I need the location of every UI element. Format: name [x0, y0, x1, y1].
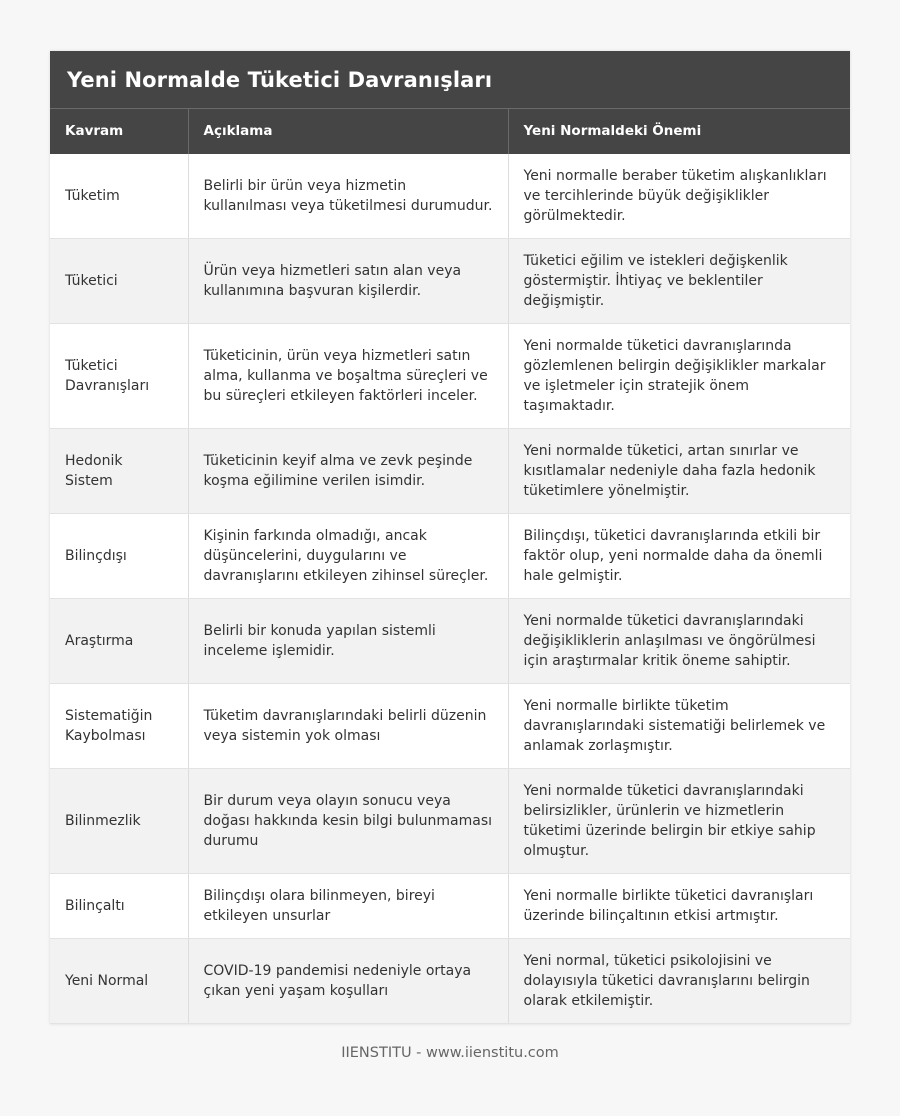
- table-row: [50, 239, 850, 324]
- cell-onem: Yeni normalde tüketici davranışlarında gözlemlenen belirgin değişiklikler markalar ve işletmeler için stratejik önem taşımaktadır.: [508, 324, 850, 429]
- table-row: [50, 514, 850, 599]
- cell-onem: Yeni normalde tüketici, artan sınırlar ve kısıtlamalar nedeniyle daha fazla hedonik tüketimlere yönelmiştir.: [508, 429, 850, 514]
- cell-onem: Yeni normalle beraber tüketim alışkanlıkları ve tercihlerinde büyük değişiklikler görülmektedir.: [508, 154, 850, 239]
- cell-kavram: Araştırma: [50, 599, 188, 684]
- cell-aciklama: Ürün veya hizmetleri satın alan veya kullanımına başvuran kişilerdir.: [188, 239, 508, 324]
- cell-onem: Yeni normalle birlikte tüketici davranışları üzerinde bilinçaltının etkisi artmıştır.: [508, 874, 850, 939]
- cell-kavram: Tüketim: [50, 154, 188, 239]
- cell-onem: Yeni normalde tüketici davranışlarındaki değişikliklerin anlaşılması ve öngörülmesi için araştırmalar kritik öneme sahiptir.: [508, 599, 850, 684]
- table-row: [50, 874, 850, 939]
- footer-credit: IIENSTITU - www.iienstitu.com: [341, 1045, 559, 1061]
- table-title: Yeni Normalde Tüketici Davranışları: [50, 51, 850, 108]
- cell-kavram: Bilinmezlik: [50, 769, 188, 874]
- cell-aciklama: COVID-19 pandemisi nedeniyle ortaya çıkan yeni yaşam koşulları: [188, 939, 508, 1024]
- cell-onem: Tüketici eğilim ve istekleri değişkenlik göstermiştir. İhtiyaç ve beklentiler değişmiştir.: [508, 239, 850, 324]
- cell-kavram: Sistematiğin Kaybolması: [50, 684, 188, 769]
- table-row: [50, 324, 850, 429]
- cell-kavram: Bilinçdışı: [50, 514, 188, 599]
- table-row: [50, 769, 850, 874]
- table-header-row: [50, 109, 850, 154]
- cell-aciklama: Bir durum veya olayın sonucu veya doğası hakkında kesin bilgi bulunmaması durumu: [188, 769, 508, 874]
- cell-onem: Yeni normal, tüketici psikolojisini ve dolayısıyla tüketici davranışlarını belirgin olarak etkilemiştir.: [508, 939, 850, 1024]
- table-card: [50, 51, 850, 1024]
- cell-kavram: Yeni Normal: [50, 939, 188, 1024]
- cell-aciklama: Tüketicinin, ürün veya hizmetleri satın alma, kullanma ve boşaltma süreçleri ve bu süreçleri etkileyen faktörleri inceler.: [188, 324, 508, 429]
- cell-onem: Bilinçdışı, tüketici davranışlarında etkili bir faktör olup, yeni normalde daha da önemli hale gelmiştir.: [508, 514, 850, 599]
- table-row: [50, 599, 850, 684]
- cell-onem: Yeni normalle birlikte tüketim davranışlarındaki sistematiği belirlemek ve anlamak zorlaşmıştır.: [508, 684, 850, 769]
- cell-kavram: Tüketici Davranışları: [50, 324, 188, 429]
- cell-aciklama: Tüketim davranışlarındaki belirli düzenin veya sistemin yok olması: [188, 684, 508, 769]
- cell-aciklama: Bilinçdışı olara bilinmeyen, bireyi etkileyen unsurlar: [188, 874, 508, 939]
- cell-kavram: Hedonik Sistem: [50, 429, 188, 514]
- cell-aciklama: Belirli bir konuda yapılan sistemli inceleme işlemidir.: [188, 599, 508, 684]
- cell-aciklama: Belirli bir ürün veya hizmetin kullanılması veya tüketilmesi durumudur.: [188, 154, 508, 239]
- header-aciklama: Açıklama: [188, 109, 508, 154]
- table-row: [50, 684, 850, 769]
- cell-kavram: Bilinçaltı: [50, 874, 188, 939]
- header-kavram: Kavram: [50, 109, 188, 154]
- table-row: [50, 939, 850, 1024]
- table-row: [50, 154, 850, 239]
- cell-kavram: Tüketici: [50, 239, 188, 324]
- concept-table: [50, 108, 850, 1024]
- cell-aciklama: Kişinin farkında olmadığı, ancak düşüncelerini, duygularını ve davranışlarını etkileyen zihinsel süreçler.: [188, 514, 508, 599]
- table-row: [50, 429, 850, 514]
- cell-onem: Yeni normalde tüketici davranışlarındaki belirsizlikler, ürünlerin ve hizmetlerin tüketimi üzerinde belirgin bir etkiye sahip olmuştur.: [508, 769, 850, 874]
- header-onem: Yeni Normaldeki Önemi: [523, 123, 702, 140]
- cell-aciklama: Tüketicinin keyif alma ve zevk peşinde koşma eğilimine verilen isimdir.: [188, 429, 508, 514]
